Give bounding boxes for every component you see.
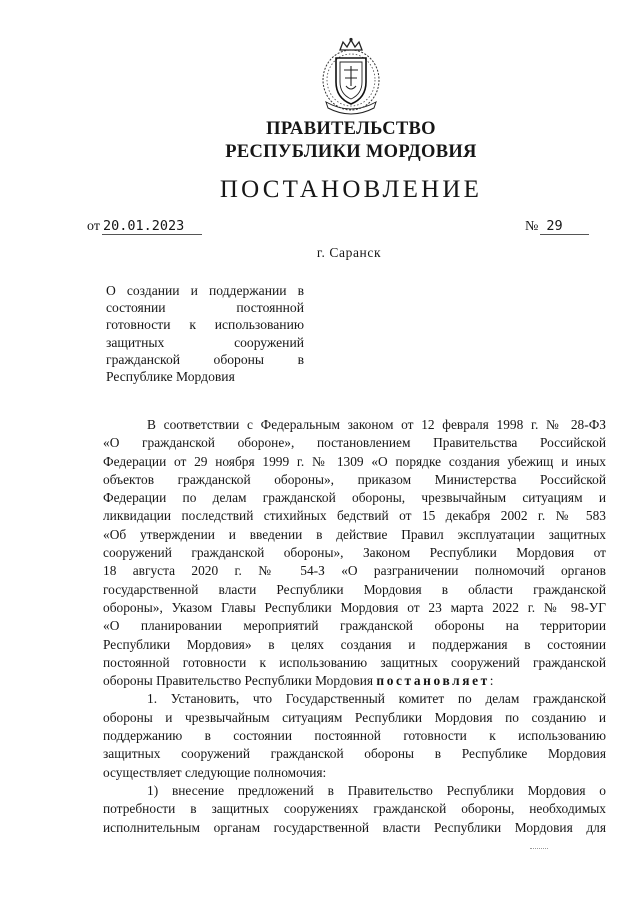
preamble-last-text: обороны Правительство Республики Мордовия <box>103 673 374 689</box>
item-1-line: поддержанию в состоянии постоянной готовности к использованию <box>103 728 606 744</box>
item-1-line: 1. Установить, что Государственный комитет по делам гражданской <box>147 691 606 707</box>
subitem-1-line: потребности в защитных сооружениях гражданской обороны, необходимых <box>103 801 606 817</box>
preamble-line: «О гражданской обороне», постановлением Правительства Российской <box>103 435 606 451</box>
preamble-line: сооружений гражданской обороны», Законом Республики Мордовия от <box>103 545 606 561</box>
subject-line: готовности к использованию <box>106 317 304 333</box>
number-prefix: № <box>525 219 539 234</box>
preamble-line: обороны», Указом Главы Республики Мордовия от 23 марта 2022 г. № 98-УГ <box>103 599 606 615</box>
document-date: 20.01.2023 <box>102 218 202 235</box>
document-body <box>103 416 606 837</box>
government-title-line-1: ПРАВИТЕЛЬСТВО <box>266 119 436 139</box>
document-type: ПОСТАНОВЛЕНИЕ <box>219 176 483 203</box>
mordovia-coat-of-arms-icon <box>316 36 386 116</box>
government-title <box>0 118 640 164</box>
subject-line: защитных сооружений <box>106 334 304 350</box>
preamble-line: объектов гражданской обороны», приказом Министерства Российской <box>103 471 606 487</box>
date-prefix: от <box>87 219 100 234</box>
preamble-line: Федерации по делам гражданской обороны, чрезвычайным ситуациям и <box>103 490 606 506</box>
item-1-line: защитных сооружений гражданской обороны в Республике Мордовия <box>103 746 606 762</box>
preamble-last-line <box>103 672 606 690</box>
page-mark <box>530 848 548 851</box>
subject-line: О создании и поддержании в <box>106 283 304 298</box>
subitem-1-line: исполнительным органам государственной власти Республики Мордовия для <box>103 819 606 835</box>
subject-line: состоянии постоянной <box>106 300 304 316</box>
preamble-line: постоянной готовности к использованию защитных сооружений гражданской <box>103 654 606 670</box>
government-title-line-2: РЕСПУБЛИКИ МОРДОВИЯ <box>225 142 477 162</box>
document-number: 29 <box>540 218 588 235</box>
decree-colon: : <box>489 673 494 689</box>
subitem-1-line: 1) внесение предложений в Правительство Республики Мордовия о <box>147 782 606 798</box>
number-line <box>525 218 589 235</box>
preamble-line: 18 августа 2020 г. № 54-З «О разграничении полномочий органов <box>103 563 606 579</box>
decree-word: постановляет <box>376 673 490 689</box>
city: г. Саранск <box>316 245 382 260</box>
preamble-line: «Об утверждении и введении в действие Правил эксплуатации защитных <box>103 526 606 542</box>
subject-line: гражданской обороны в <box>106 351 304 367</box>
preamble-line: государственной власти Республики Мордовия в области гражданской <box>103 581 606 597</box>
subject-line: Республике Мордовия <box>106 369 235 385</box>
preamble-line: «О планировании мероприятий гражданской обороны на территории <box>103 618 606 634</box>
document-subject <box>106 282 304 385</box>
date-line <box>87 218 202 235</box>
preamble-line: ликвидации последствий стихийных бедствий от 15 декабря 2002 г. № 583 <box>103 508 606 524</box>
item-1-line: обороны и чрезвычайным ситуациям Республики Мордовия по созданию и <box>103 709 606 725</box>
item-1-last-line: осуществляет следующие полномочия: <box>103 764 327 780</box>
preamble-line: Федерации от 29 ноября 1999 г. № 1309 «О порядке создания убежищ и иных <box>103 453 606 469</box>
preamble-line: В соответствии с Федеральным законом от 12 февраля 1998 г. № 28-ФЗ <box>147 417 606 432</box>
preamble-line: Республики Мордовия» в целях создания и поддержания в состоянии <box>103 636 606 652</box>
